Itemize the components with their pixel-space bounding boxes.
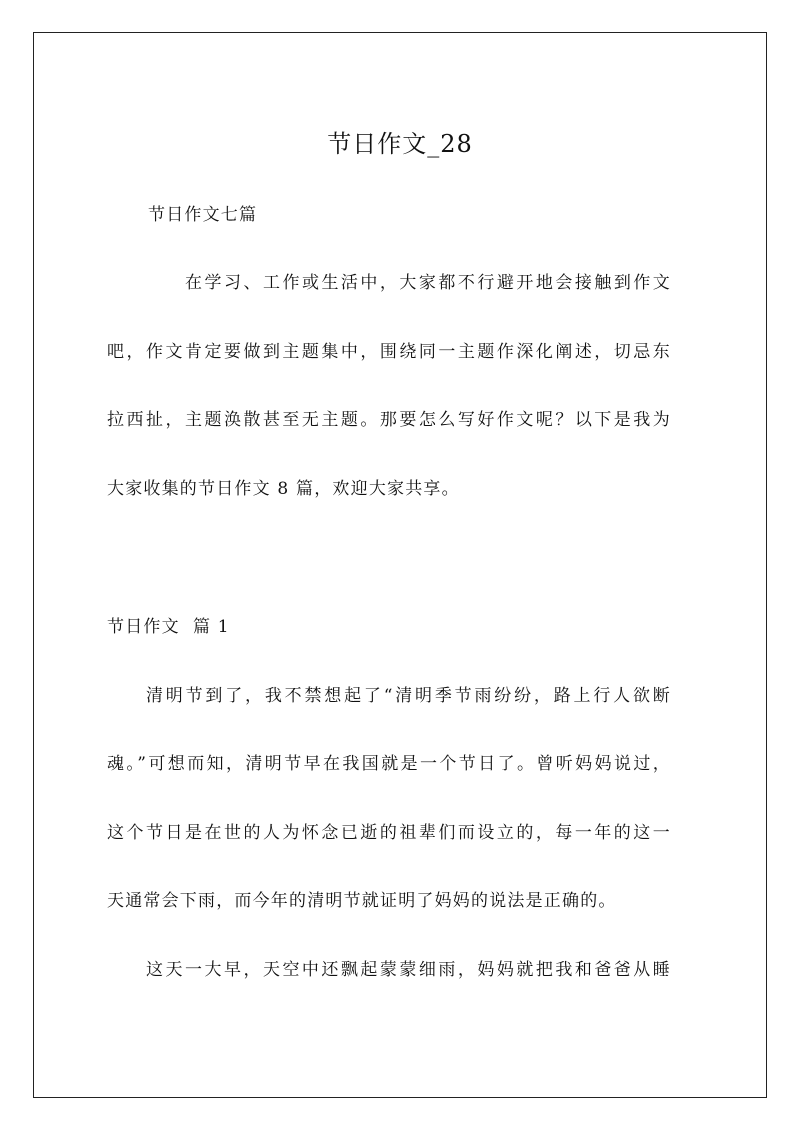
section-heading: 节日作文 篇 1 (107, 617, 230, 637)
body-line-3: 这个节日是在世的人为怀念已逝的祖辈们而设立的，每一年的这一 (107, 823, 671, 843)
intro-line-4: 大家收集的节日作文 8 篇，欢迎大家共享。 (107, 479, 460, 499)
body-line-5: 这天一大早，天空中还飘起蒙蒙细雨，妈妈就把我和爸爸从睡 (146, 960, 671, 980)
body-line-4: 天通常会下雨，而今年的清明节就证明了妈妈的说法是正确的。 (107, 891, 617, 911)
intro-line-3: 拉西扯，主题涣散甚至无主题。那要怎么写好作文呢？以下是我为 (107, 410, 671, 430)
page-frame (33, 32, 767, 1098)
body-line-2: 魂。”可想而知，清明节早在我国就是一个节日了。曾听妈妈说过， (107, 754, 671, 774)
document-title: 节日作文_28 (327, 130, 473, 158)
intro-line-2: 吧，作文肯定要做到主题集中，围绕同一主题作深化阐述，切忌东 (107, 342, 671, 362)
body-line-1: 清明节到了，我不禁想起了“清明季节雨纷纷，路上行人欲断 (146, 686, 671, 706)
intro-line-1: 在学习、工作或生活中，大家都不行避开地会接触到作文 (185, 273, 671, 293)
document-subtitle: 节日作文七篇 (148, 205, 258, 225)
